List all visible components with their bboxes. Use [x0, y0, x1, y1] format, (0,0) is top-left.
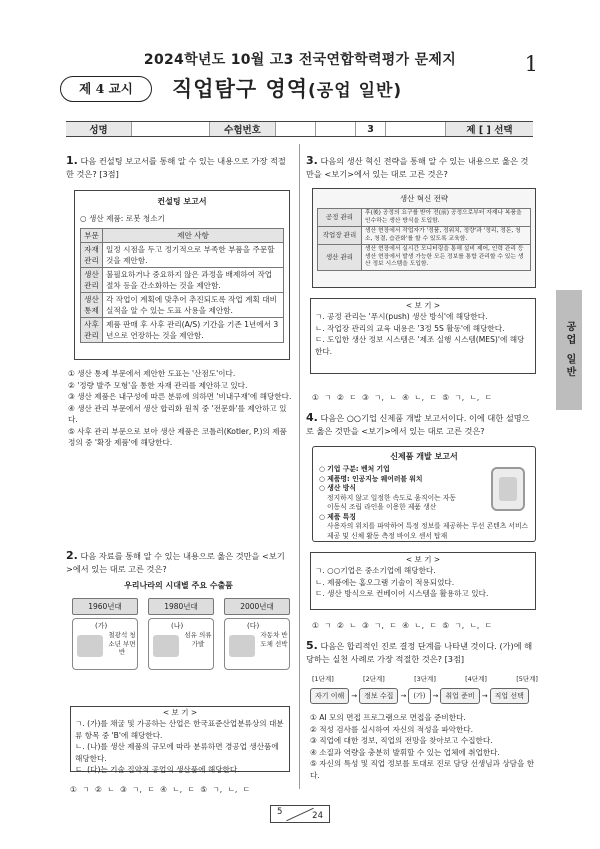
q1-report-box: [74, 190, 290, 360]
flow-step: 정보 수집: [359, 688, 398, 704]
boga-item: ㄴ. (나)를 생산 제품의 규모에 따라 분류하면 경공업 생산품에 해당한다.: [75, 742, 279, 763]
footer-total: 24: [312, 811, 323, 821]
q1-product: ○ 생산 제품: 로봇 청소기: [80, 214, 165, 223]
choice[interactable]: ③ 생산 제품은 내구성에 따른 분류에 의하면 '비내구재'에 해당한다.: [68, 392, 292, 401]
table-cell: 자재 관리: [81, 242, 103, 267]
export-card: [224, 618, 290, 670]
q1-text: 다음 컨설팅 보고서를 통해 알 수 있는 내용으로 가장 적절한 것은? [3점]: [66, 156, 286, 179]
side-tab: 공업 일반: [556, 290, 582, 410]
boga-item: ㄷ. 도입한 생산 정보 시스템은 '제조 실행 시스템(MES)'에 해당한다.: [315, 335, 525, 356]
arrow-icon: →: [351, 692, 358, 700]
q2-eras: [72, 598, 290, 615]
q1-choices: [68, 368, 293, 449]
table-row: [318, 209, 531, 227]
card-label: (나): [171, 622, 184, 630]
truck-icon: [229, 635, 255, 657]
card-items: 섬유 의류 가발: [184, 631, 212, 648]
table-row: [318, 227, 531, 245]
q4-line: ○ 제품 특징: [319, 512, 356, 521]
name-label: 성명: [66, 122, 132, 136]
q5-text: 다음은 합리적인 진로 결정 단계를 나타낸 것이다. (가)에 해당하는 실천 사례로 가장 적절한 것은? [3점]: [306, 641, 533, 664]
choice[interactable]: ⑤ 자신의 특성 및 직업 정보를 토대로 진로 담당 선생님과 상담을 한다.: [310, 759, 535, 780]
q3-stem: [306, 155, 536, 180]
footer-slash: [286, 808, 314, 822]
table-cell: 생산 현장에서 실시간 모니터링을 통해 설비 제어, 인력 관리 등 생산 현장에서 발생 가능한 모든 정보를 통합 관리할 수 있는 생산 정보 시스템을 도입함.: [362, 245, 531, 271]
choice[interactable]: ② 적성 검사를 실시하여 자신의 적성을 파악한다.: [310, 724, 474, 734]
q5-flow: [310, 688, 540, 704]
table-cell: 생산 관리: [81, 267, 103, 292]
q2-choices[interactable]: ① ㄱ ② ㄴ ③ ㄱ, ㄷ ④ ㄴ, ㄷ ⑤ ㄱ, ㄴ, ㄷ: [70, 785, 251, 794]
column-divider: [299, 144, 300, 789]
smartwatch-icon: [491, 467, 525, 511]
name-field[interactable]: [132, 122, 210, 136]
q1-number: 1.: [66, 154, 78, 167]
exam-number-box[interactable]: [316, 122, 356, 136]
era-label: 1960년대: [72, 598, 138, 615]
exam-number-box[interactable]: [386, 122, 446, 136]
choice[interactable]: ③ 직업에 대한 정보, 직업의 전망을 찾아보고 수집한다.: [310, 736, 493, 745]
exam-number-box[interactable]: [276, 122, 316, 136]
footer-page: 5: [277, 807, 283, 817]
choice[interactable]: ② '정량 발주 모형'을 통한 자재 관리를 제안하고 있다.: [68, 380, 248, 390]
card-items: 자동차 반도체 선박: [260, 631, 288, 648]
table-cell: 제품 판매 후 사후 관리(A/S) 기간을 기존 1년에서 3년으로 연장하는 것을 제안함.: [103, 317, 284, 342]
q4-choices[interactable]: ① ㄱ ② ㄴ ③ ㄱ, ㄷ ④ ㄴ, ㄷ ⑤ ㄱ, ㄴ, ㄷ: [312, 621, 493, 630]
q2-text: 다음 자료를 통해 알 수 있는 내용으로 옳은 것만을 <보기>에서 있는 대로 고른 것은?: [66, 551, 285, 574]
table-row: [81, 292, 284, 317]
factory-icon: [153, 635, 179, 657]
q3-boga: [310, 298, 536, 374]
flow-step: 취업 준비: [440, 688, 479, 704]
session-badge: 제 4 교시: [60, 76, 152, 102]
subject-sub: (공업 일반): [308, 81, 403, 101]
boga-item: ㄱ. ○○기업은 중소기업에 해당한다.: [315, 566, 436, 575]
arrow-icon: →: [481, 692, 488, 700]
boga-item: ㄱ. 공정 관리는 '푸시(push) 생산 방식'에 해당한다.: [315, 312, 488, 321]
q3-text: 다음의 생산 혁신 전략을 통해 알 수 있는 내용으로 옳은 것만을 <보기>에서 있는 대로 고른 것은?: [306, 156, 529, 179]
card-label: (가): [95, 622, 108, 630]
card-items: 철광석 청소년 부면반: [108, 631, 136, 656]
arrow-icon: →: [432, 692, 439, 700]
boga-title: < 보 기 >: [150, 707, 210, 718]
q4-box-title: 신제품 개발 보고서: [390, 452, 458, 461]
step-label: [3단계]: [414, 675, 436, 683]
flow-step: (가): [408, 688, 430, 704]
q2-items: [72, 618, 290, 670]
table-cell: 일정 시점을 두고 정기적으로 부족한 부품을 주문할 것을 제안함.: [103, 242, 284, 267]
step-label: [1단계]: [312, 675, 334, 683]
table-row: [81, 242, 284, 267]
q3-number: 3.: [306, 154, 318, 167]
flow-step: 자기 이해: [310, 688, 349, 704]
table-cell: 생산 관리: [318, 245, 362, 271]
step-label: [4단계]: [465, 675, 487, 683]
table-row: [81, 267, 284, 292]
table-header: 부문: [81, 228, 103, 242]
name-bar: [66, 121, 533, 137]
table-cell: 공정 관리: [318, 209, 362, 227]
q1-table: [80, 228, 284, 343]
q3-box-title: 생산 혁신 전략: [399, 194, 449, 203]
step-label: [2단계]: [363, 675, 385, 683]
q1-box-title: 컨설팅 보고서: [157, 197, 207, 206]
table-row: [318, 245, 531, 271]
page-footer: [270, 805, 330, 823]
q4-line: 정지하지 않고 일정한 속도로 움직이는 자동 이동식 조립 라인을 이용한 제품 생산: [327, 493, 456, 511]
table-cell: 후(後) 공정의 요구를 받아 전(前) 공정으로부터 자재나 복품을 인수하는 생산 방식을 도입함.: [362, 209, 531, 227]
choice[interactable]: ① 생산 통제 부문에서 제안한 도표는 '산점도'이다.: [68, 369, 236, 378]
export-card: [72, 618, 138, 670]
q3-strategy-box: [312, 188, 536, 288]
era-label: 1980년대: [148, 598, 214, 615]
boga-item: ㄴ. 작업장 관리의 교육 내용은 '3정 5S 활동'에 해당한다.: [315, 323, 505, 333]
table-row: [81, 317, 284, 342]
ship-icon: [77, 635, 103, 657]
q5-choices: [310, 712, 540, 781]
boga-item: ㄷ. 생산 방식으로 컨베이어 시스템을 활용하고 있다.: [315, 589, 489, 598]
exam-number-digit: 3: [356, 122, 386, 136]
q4-number: 4.: [306, 411, 318, 424]
table-cell: 불필요하거나 중요하지 않은 과정을 배제하여 작업 절차 등을 간소화하는 것을 제안함.: [103, 267, 284, 292]
q4-stem: [306, 412, 536, 437]
page-number: 1: [524, 52, 538, 76]
q2-number: 2.: [66, 549, 78, 562]
q4-line: ○ 기업 구분: 벤처 기업: [319, 465, 390, 473]
q5-stem: [306, 640, 536, 665]
q3-table: [317, 208, 531, 271]
q3-choices[interactable]: ① ㄱ ② ㄷ ③ ㄱ, ㄴ ④ ㄴ, ㄷ ⑤ ㄱ, ㄴ, ㄷ: [312, 393, 493, 402]
choice[interactable]: ④ 소질과 역량을 충분히 발휘할 수 있는 업체에 취업한다.: [310, 747, 500, 757]
boga-item: ㄱ. (가)를 채굴 및 가공하는 산업은 한국표준산업분류상의 대분류 항목 중 'B'에 해당한다.: [75, 719, 284, 740]
q4-boga: [310, 552, 536, 610]
card-label: (다): [247, 622, 260, 630]
choice[interactable]: ① AI 모의 면접 프로그램으로 면접을 준비한다.: [310, 713, 466, 722]
q2-stem: [66, 550, 291, 575]
table-header: 제안 사항: [103, 228, 284, 242]
q5-step-labels: [312, 674, 538, 683]
table-cell: 사후 관리: [81, 317, 103, 342]
table-cell: 작업장 관리: [318, 227, 362, 245]
q4-line: ○ 생산 방식: [319, 484, 356, 492]
exam-number-label: 수험번호: [210, 122, 276, 136]
subject-main: 직업탐구 영역: [172, 77, 309, 101]
step-label: [5단계]: [516, 675, 538, 683]
q4-line: ○ 제품명: 인공지능 웨어러블 워치: [319, 474, 423, 483]
q1-stem: [66, 155, 291, 180]
boga-title: < 보 기 >: [393, 300, 453, 311]
table-cell: 생산 현장에서 작업자가 '정품, 정위치, 정량'과 '정리, 정돈, 청소, 청결, 습관화'를 할 수 있도록 교육함.: [362, 227, 531, 245]
table-cell: 생산 통제: [81, 292, 103, 317]
q2-boga: [70, 706, 290, 772]
export-card: [148, 618, 214, 670]
flow-step: 직업 선택: [490, 688, 529, 704]
boga-title: < 보 기 >: [393, 554, 453, 565]
select-label: 제 [ ] 선택: [446, 122, 533, 136]
boga-item: ㄷ. (다)는 기술 집약적 공업의 생산품에 해당한다.: [75, 765, 240, 774]
choice[interactable]: ④ 생산 관리 부문에서 생산 합리화 원칙 중 '전문화'를 제안하고 있다.: [68, 403, 287, 424]
q4-text: 다음은 ○○기업 신제품 개발 보고서이다. 이에 대한 설명으로 옳은 것만을 <보기>에서 있는 대로 고른 것은?: [306, 413, 530, 436]
q4-report-box: [312, 446, 536, 542]
q2-figure-title: 우리나라의 시대별 주요 수출품: [124, 581, 233, 590]
choice[interactable]: ⑤ 사후 관리 부문으로 보아 생산 제품은 코틀러(Kotler, P.)의 제품 정의 중 '확장 제품'에 해당한다.: [68, 426, 287, 447]
table-row: [81, 228, 284, 242]
arrow-icon: →: [400, 692, 407, 700]
subject-title: [172, 73, 402, 103]
exam-title: 2024학년도 10월 고3 전국연합학력평가 문제지: [143, 52, 457, 68]
q4-line: 사용자의 위치를 파악하여 특정 정보를 제공하는 무선 콘텐츠 서비스 제공 및 신체 활동 측정 바이오 센서 탑재: [327, 522, 529, 540]
q5-number: 5.: [306, 639, 318, 652]
table-cell: 각 작업이 계획에 맞추어 추진되도록 작업 계획 대비 실적을 알 수 있는 도표 사용을 제안함.: [103, 292, 284, 317]
boga-item: ㄴ. 제품에는 홈오그램 기술이 적용되었다.: [315, 577, 455, 587]
era-label: 2000년대: [224, 598, 290, 615]
